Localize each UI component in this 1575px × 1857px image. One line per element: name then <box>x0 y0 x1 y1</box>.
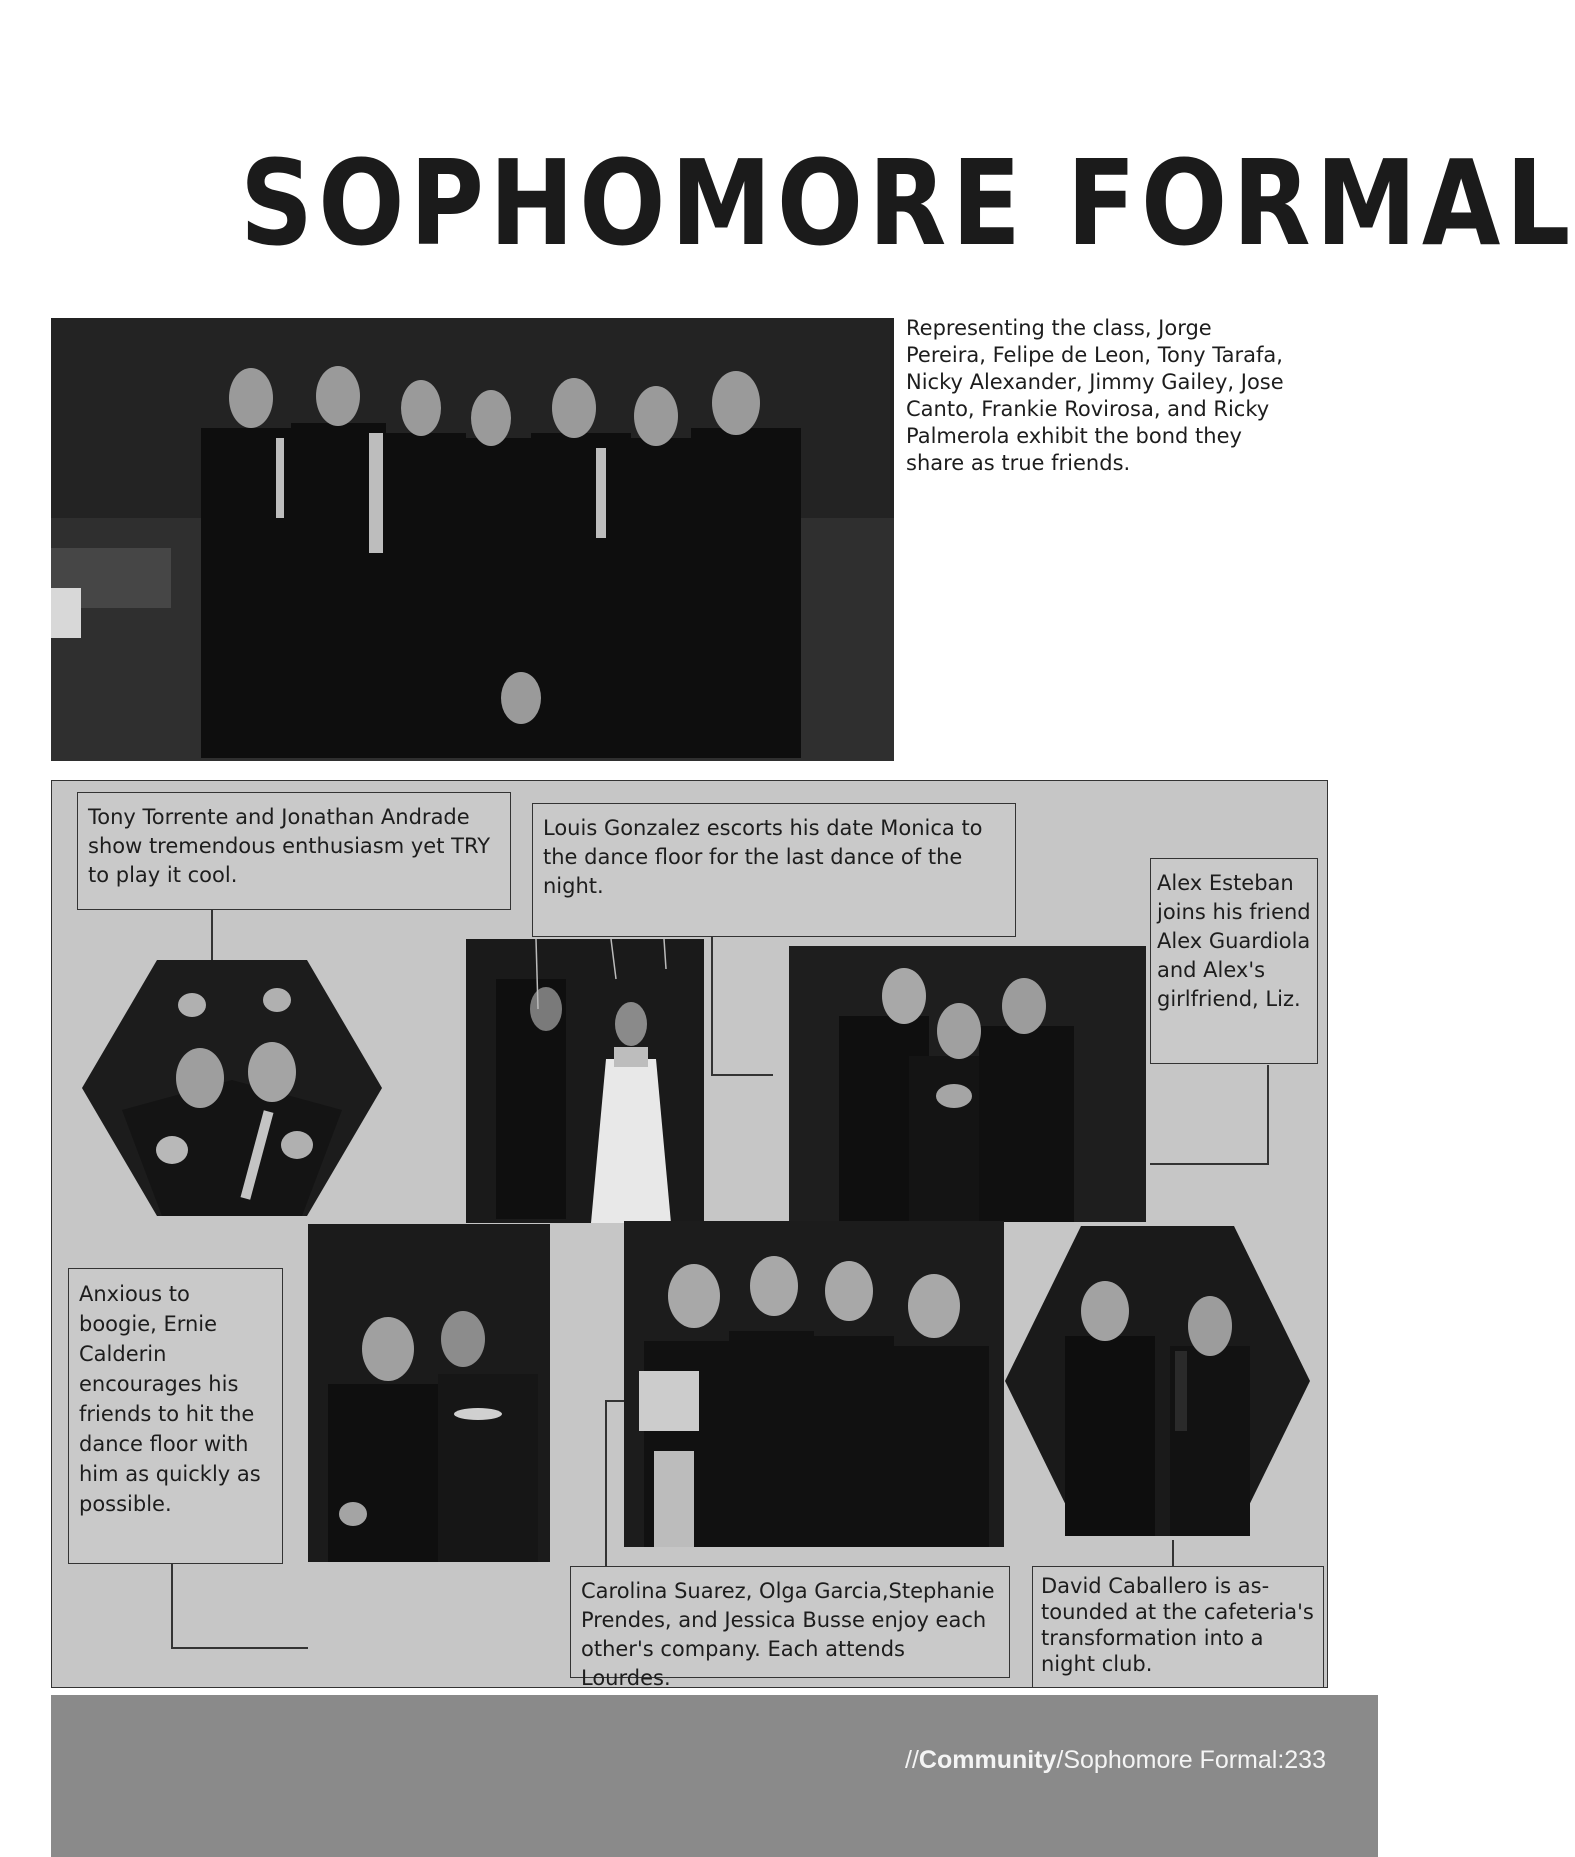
suarez-girls-photo <box>624 1221 1004 1547</box>
torrente-hexagon-photo <box>82 960 382 1216</box>
connector-line <box>711 937 713 1074</box>
connector-line <box>171 1562 173 1648</box>
folio-rest: /Sophomore Formal:233 <box>1056 1746 1326 1774</box>
connector-line <box>171 1647 308 1649</box>
folio-section: Community <box>918 1746 1057 1774</box>
connector-line <box>605 1400 625 1402</box>
suarez-caption: Carolina Suarez, Olga Garcia,Stephanie Prendes, and Jessica Busse enjoy each other's company. Each attends Lourdes. <box>570 1566 1010 1678</box>
esteban-trio-photo <box>789 946 1146 1222</box>
folio-prefix: // <box>905 1746 919 1774</box>
connector-line <box>605 1400 607 1570</box>
esteban-caption: Alex Esteban joins his friend Alex Guardiola and Alex's girlfriend, Liz. <box>1150 858 1318 1064</box>
calderin-dance-photo <box>308 1224 550 1562</box>
caballero-hexagon-photo <box>1005 1226 1310 1536</box>
gonzalez-caption: Louis Gonzalez escorts his date Monica to the dance floor for the last dance of the night. <box>532 803 1016 937</box>
connector-line <box>1150 1163 1269 1165</box>
footer-band <box>51 1695 1378 1857</box>
page-title: SOPHOMORE FORMAL <box>240 134 1575 272</box>
group-caption: Representing the class, Jorge Pereira, Felipe de Leon, Tony Tarafa, Nicky Alexander, Jimmy Gailey, Jose Canto, Frankie Rovirosa, and Ricky Palmerola exhibit the bond they share as true friends. <box>906 316 1284 475</box>
gonzalez-couple-photo <box>466 939 704 1223</box>
group-photo <box>51 318 894 761</box>
calderin-caption: Anxious to boogie, Ernie Calderin encourages his friends to hit the dance floor with him as quickly as possible. <box>68 1268 283 1564</box>
caballero-caption: David Caballero is as-tounded at the cafeteria's transformation into a night club. <box>1032 1566 1324 1688</box>
connector-line <box>211 909 213 966</box>
connector-line <box>1267 1065 1269 1164</box>
connector-line <box>711 1074 773 1076</box>
torrente-caption: Tony Torrente and Jonathan Andrade show tremendous enthusiasm yet TRY to play it cool. <box>77 792 511 910</box>
page-folio <box>905 1746 1326 1775</box>
